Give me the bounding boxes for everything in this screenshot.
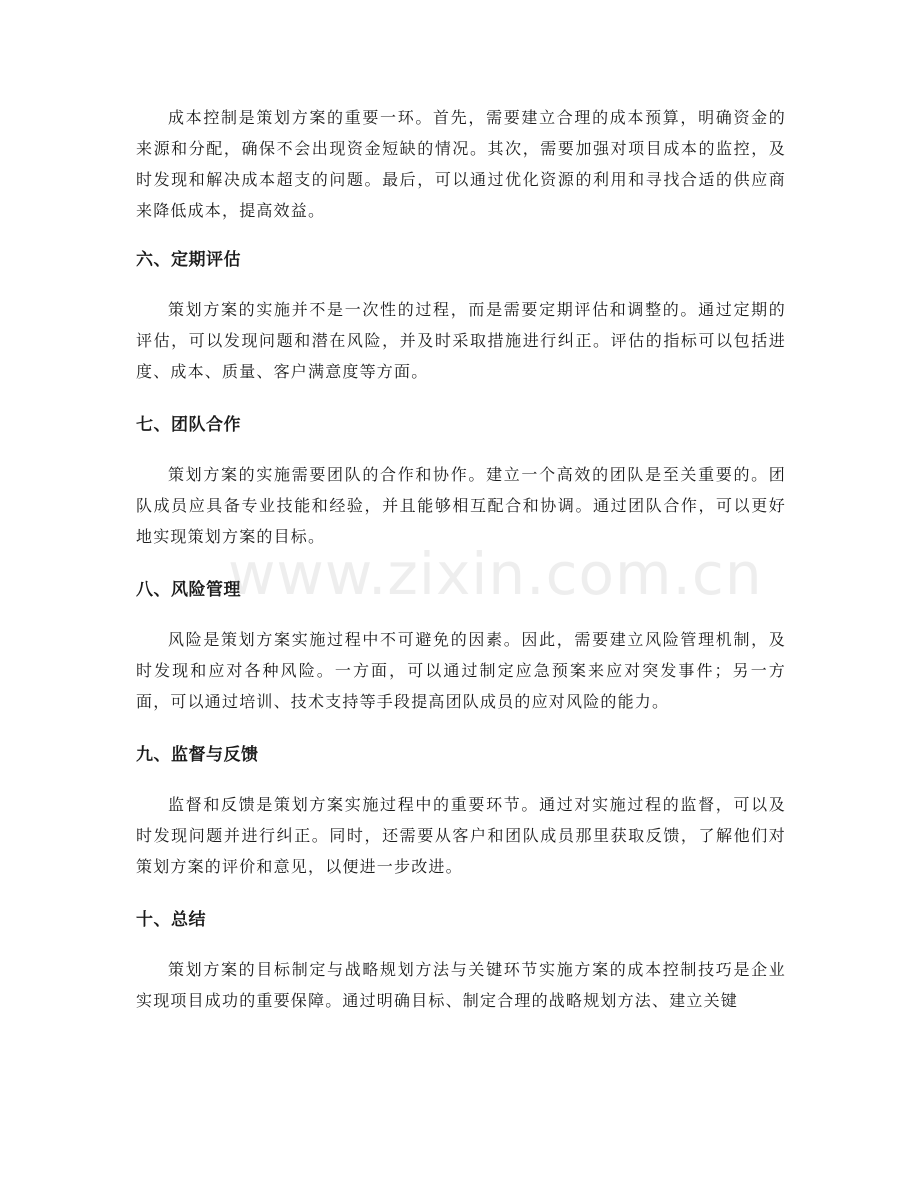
section-body-supervision: 监督和反馈是策划方案实施过程中的重要环节。通过对实施过程的监督，可以及时发现问题并进行纠正。同时，还需要从客户和团队成员那里获取反馈，了解他们对策划方案的评价和意见，以便进一步改进。 — [136, 795, 786, 876]
document-body — [136, 102, 786, 1016]
section-body-teamwork: 策划方案的实施需要团队的合作和协作。建立一个高效的团队是至关重要的。团队成员应具备专业技能和经验，并且能够相互配合和协调。通过团队合作，可以更好地实现策划方案的目标。 — [136, 465, 786, 546]
section-heading-supervision: 九、监督与反馈 — [136, 745, 259, 765]
section-body-summary: 策划方案的目标制定与战略规划方法与关键环节实施方案的成本控制技巧是企业实现项目成功的重要保障。通过明确目标、制定合理的战略规划方法、建立关键 — [136, 960, 786, 1010]
section-heading-teamwork: 七、团队合作 — [136, 415, 241, 435]
section-heading-summary: 十、总结 — [136, 910, 206, 930]
intro-paragraph: 成本控制是策划方案的重要一环。首先，需要建立合理的成本预算，明确资金的来源和分配，确保不会出现资金短缺的情况。其次，需要加强对项目成本的监控，及时发现和解决成本超支的问题。最后，可以通过优化资源的利用和寻找合适的供应商来降低成本，提高效益。 — [136, 108, 786, 220]
watermark-text: www.zixin.com.cn — [228, 540, 763, 608]
section-body-evaluation: 策划方案的实施并不是一次性的过程，而是需要定期评估和调整的。通过定期的评估，可以发现问题和潜在风险，并及时采取措施进行纠正。评估的指标可以包括进度、成本、质量、客户满意度等方面。 — [136, 300, 786, 381]
section-body-risk: 风险是策划方案实施过程中不可避免的因素。因此，需要建立风险管理机制，及时发现和应对各种风险。一方面，可以通过制定应急预案来应对突发事件；另一方面，可以通过培训、技术支持等手段提高团队成员的应对风险的能力。 — [136, 630, 786, 711]
section-heading-evaluation: 六、定期评估 — [136, 250, 241, 270]
section-heading-risk: 八、风险管理 — [136, 580, 241, 600]
